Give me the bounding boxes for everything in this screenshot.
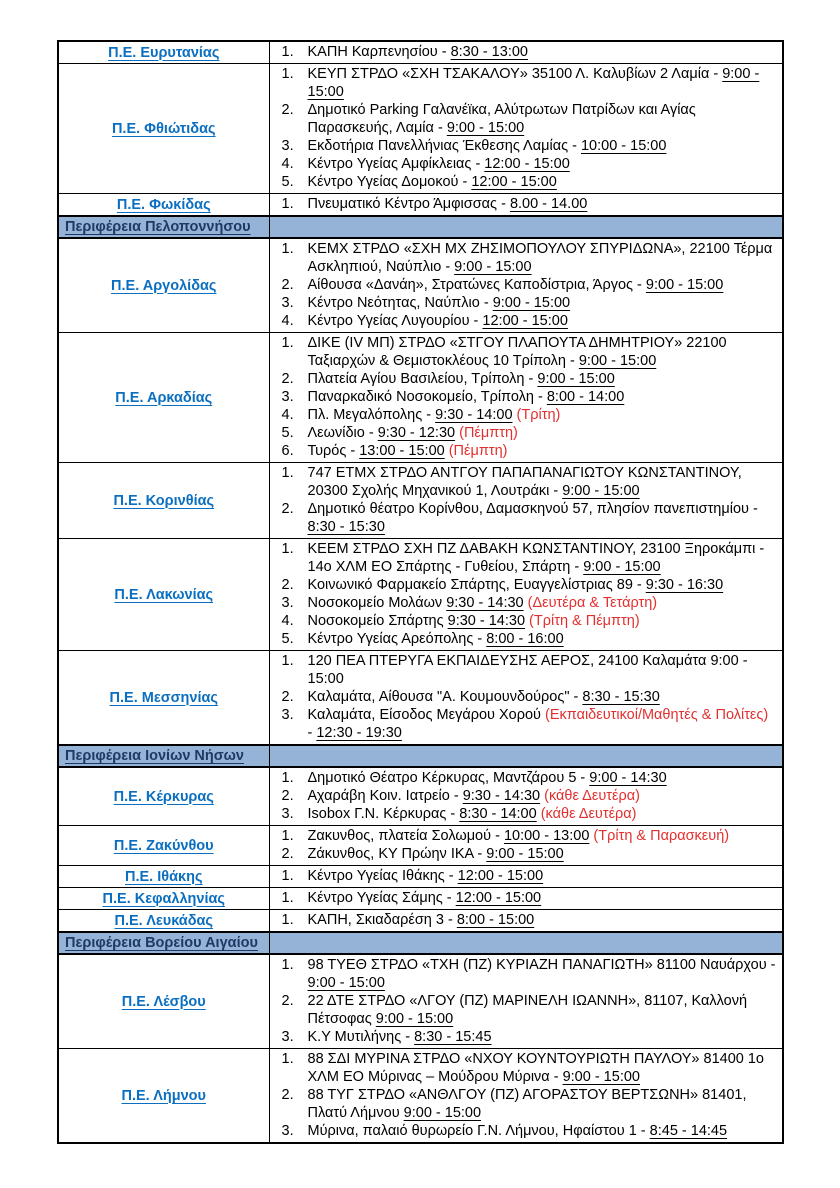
time-range: 8:30 - 15:45 — [414, 1029, 492, 1045]
item-text — [308, 956, 777, 992]
location-text: Δημοτικό θέατρο Κορίνθου, Δαμασκηνού 57, πλησίον πανεπιστημίου - — [307, 501, 758, 517]
day-note: (Πέμπτη) — [444, 443, 508, 459]
item-number: 2. — [281, 501, 294, 517]
region-row — [58, 64, 783, 194]
day-note: (Τρίτη & Πέμπτη) — [525, 613, 640, 629]
item-number: 3. — [281, 806, 294, 822]
item-number: 1. — [281, 335, 294, 351]
region-name-cell — [58, 64, 269, 194]
region-name-cell — [58, 539, 269, 651]
location-text: Ζάκυνθος, ΚΥ Πρώην ΙΚΑ - — [307, 846, 487, 862]
location-item — [270, 500, 777, 536]
region-name-cell — [58, 866, 269, 888]
region-row — [58, 41, 783, 64]
time-range: 9:00 - 15:00 — [583, 559, 661, 575]
region-link[interactable]: Π.Ε. Κεφαλληνίας — [102, 890, 225, 907]
location-text: 120 ΠΕΑ ΠΤΕΡΥΓΑ ΕΚΠΑΙΔΕΥΣΗΣ ΑΕΡΟΣ, 24100 Καλαμάτα 9:00 - 15:00 — [307, 653, 748, 687]
time-range: 8:30 - 15:30 — [307, 519, 385, 535]
location-item — [270, 294, 777, 312]
item-number: 3. — [281, 1123, 294, 1139]
location-text: Isobox Γ.Ν. Κέρκυρας - — [307, 806, 460, 822]
day-note: (Εκπαιδευτικοί/Μαθητές & Πολίτες) — [545, 707, 769, 723]
item-number: 1. — [281, 196, 294, 212]
locations-cell — [269, 1049, 783, 1144]
item-text — [308, 576, 777, 594]
item-text — [308, 1086, 777, 1122]
location-text: ΚΕΜΧ ΣΤΡΔΟ «ΣΧΗ ΜΧ ΖΗΣΙΜΟΠΟΥΛΟΥ ΣΠΥΡΙΔΩΝΑ», 22100 Τέρμα Ασκληπιού, Ναύπλιο - — [307, 241, 773, 275]
item-number: 6. — [281, 443, 294, 459]
location-text: Κέντρο Υγείας Δομοκού - — [307, 174, 472, 190]
location-text: Καλαμάτα, Είσοδος Μεγάρου Χορού — [307, 707, 546, 723]
region-row — [58, 866, 783, 888]
region-row — [58, 539, 783, 651]
region-link[interactable]: Π.Ε. Φωκίδας — [116, 196, 211, 213]
region-name-cell — [58, 1049, 269, 1144]
time-range: 12:30 - 19:30 — [316, 725, 402, 741]
section-band-label: Περιφέρεια Βορείου Αιγαίου — [65, 935, 258, 951]
region-link[interactable]: Π.Ε. Ιθάκης — [125, 868, 203, 885]
time-range: 12:00 - 15:00 — [455, 890, 542, 906]
locations-cell — [269, 767, 783, 826]
item-number: 1. — [281, 66, 294, 82]
locations-cell — [269, 64, 783, 194]
item-text — [308, 612, 777, 630]
location-text: Παναρκαδικό Νοσοκομείο, Τρίπολη - — [307, 389, 547, 405]
region-name-cell — [58, 888, 269, 910]
time-range: 9:00 - 15:00 — [562, 1069, 640, 1085]
section-band-label-cell — [58, 932, 269, 954]
region-row — [58, 767, 783, 826]
item-number: 5. — [281, 174, 294, 190]
location-text: Κέντρο Υγείας Ιθάκης - — [307, 868, 458, 884]
locations-cell — [269, 238, 783, 333]
section-band-label-cell — [58, 745, 269, 767]
time-range: 12:00 - 15:00 — [482, 313, 568, 329]
item-text — [308, 827, 777, 845]
location-item — [270, 195, 777, 213]
time-range: 8:00 - 16:00 — [486, 631, 564, 647]
time-range: 9:30 - 14:30 — [446, 595, 524, 611]
locations-cell — [269, 866, 783, 888]
time-range: 9:30 - 14:00 — [435, 407, 513, 423]
location-text: Ζακυνθος, πλατεία Σολωμού - — [307, 828, 504, 844]
item-text — [308, 424, 777, 442]
time-range: 9:00 - 15:00 — [578, 353, 657, 369]
region-link[interactable]: Π.Ε. Ζακύνθου — [113, 837, 214, 854]
item-text — [308, 630, 777, 648]
time-range: 9:00 - 15:00 — [454, 259, 532, 275]
item-number: 5. — [281, 631, 294, 647]
location-item — [270, 388, 777, 406]
section-band-row — [58, 745, 783, 767]
location-item — [270, 652, 777, 688]
item-number: 1. — [281, 653, 294, 669]
location-item — [270, 173, 777, 191]
location-item — [270, 101, 777, 137]
item-number: 2. — [281, 1087, 294, 1103]
location-text: Αχαράβη Κοιν. Ιατρείο - — [307, 788, 463, 804]
item-text — [308, 173, 777, 191]
item-number: 1. — [281, 828, 294, 844]
section-band-empty-cell — [269, 216, 783, 238]
time-range: 13:00 - 15:00 — [359, 443, 445, 459]
time-range: 8:45 - 14:45 — [649, 1123, 728, 1139]
location-item — [270, 312, 777, 330]
location-item — [270, 612, 777, 630]
item-number: 5. — [281, 425, 294, 441]
region-name-cell — [58, 333, 269, 463]
day-note: (Δευτέρα & Τετάρτη) — [523, 595, 658, 611]
region-row — [58, 333, 783, 463]
item-text — [308, 388, 777, 406]
region-link[interactable]: Π.Ε. Μεσσηνίας — [109, 689, 218, 706]
location-text: Μύρινα, παλαιό θυρωρείο Γ.Ν. Λήμνου, Ηφαίστου 1 - — [307, 1123, 650, 1139]
region-row — [58, 954, 783, 1049]
item-number: 2. — [281, 371, 294, 387]
section-band-empty-cell — [269, 932, 783, 954]
locations-cell — [269, 194, 783, 217]
location-item — [270, 576, 777, 594]
section-band-label: Περιφέρεια Ιονίων Νήσων — [65, 748, 244, 764]
time-range: 8.00 - 14.00 — [509, 196, 588, 212]
location-item — [270, 406, 777, 424]
time-range: 12:00 - 15:00 — [471, 174, 557, 190]
section-band-label-cell — [58, 216, 269, 238]
item-text — [308, 155, 777, 173]
location-text: ΚΕΥΠ ΣΤΡΔΟ «ΣΧΗ ΤΣΑΚΑΛΟΥ» 35100 Λ. Καλυβίων 2 Λαμία - — [307, 66, 723, 82]
schedule-table — [57, 40, 784, 1144]
location-text: ΚΕΕΜ ΣΤΡΔΟ ΣΧΗ ΠΖ ΔΑΒΑΚΗ ΚΩΝΣΤΑΝΤΙΝΟΥ, 23100 Ξηροκάμπι - 14ο ΧΛΜ ΕΟ Σπάρτης - Γυθείου, Σπάρτη - — [307, 541, 765, 575]
time-range: 9:00 - 15:00 — [486, 846, 564, 862]
item-text — [308, 464, 777, 500]
location-item — [270, 65, 777, 101]
day-note: (Τρίτη) — [512, 407, 561, 423]
location-item — [270, 769, 777, 787]
time-range: 9:00 - 14:30 — [589, 770, 667, 786]
location-text: 22 ΔΤΕ ΣΤΡΔΟ «ΛΓΟΥ (ΠΖ) ΜΑΡΙΝΕΛΗ ΙΩΑΝΝΗ», 81107, Καλλονή Πέτσοφας — [307, 993, 748, 1027]
location-text: Δημοτικό Θέατρο Κέρκυρας, Μαντζάρου 5 - — [307, 770, 590, 786]
item-text — [308, 195, 777, 213]
item-text — [308, 370, 777, 388]
region-name-cell — [58, 826, 269, 866]
location-item — [270, 889, 777, 907]
region-link[interactable]: Π.Ε. Λευκάδας — [114, 912, 213, 929]
section-band-row — [58, 932, 783, 954]
location-text: Νοσοκομείο Σπάρτης — [307, 613, 448, 629]
location-item — [270, 992, 777, 1028]
location-item — [270, 464, 777, 500]
section-band-row — [58, 216, 783, 238]
region-name-cell — [58, 651, 269, 746]
location-text: Νοσοκομείο Μολάων — [307, 595, 447, 611]
location-item — [270, 276, 777, 294]
locations-cell — [269, 888, 783, 910]
day-note: (κάθε Δευτέρα) — [540, 788, 640, 804]
item-text — [308, 1122, 777, 1140]
item-number: 1. — [281, 1051, 294, 1067]
item-number: 3. — [281, 138, 294, 154]
item-number: 3. — [281, 295, 294, 311]
item-number: 1. — [281, 541, 294, 557]
item-number: 2. — [281, 577, 294, 593]
item-text — [308, 442, 777, 460]
item-number: 1. — [281, 957, 294, 973]
location-item — [270, 867, 777, 885]
location-item — [270, 370, 777, 388]
region-row — [58, 826, 783, 866]
location-item — [270, 43, 777, 61]
item-number: 3. — [281, 389, 294, 405]
location-item — [270, 1086, 777, 1122]
region-link[interactable]: Π.Ε. Λακωνίας — [114, 586, 214, 603]
time-range: 9:00 - 15:00 — [537, 371, 615, 387]
location-item — [270, 688, 777, 706]
location-item — [270, 1122, 777, 1140]
region-link[interactable]: Π.Ε. Ευρυτανίας — [108, 44, 220, 61]
location-text: Πνευματικό Κέντρο Άμφισσας - — [307, 196, 510, 212]
item-number: 4. — [281, 613, 294, 629]
time-range: 9:00 - 15:00 — [446, 120, 525, 136]
item-number: 2. — [281, 689, 294, 705]
time-range: 9:00 - 15:00 — [307, 975, 385, 991]
item-number: 3. — [281, 707, 294, 723]
day-note: (κάθε Δευτέρα) — [536, 806, 637, 822]
location-text: Κέντρο Υγείας Αρεόπολης - — [307, 631, 487, 647]
location-item — [270, 630, 777, 648]
time-range: 9:00 - 15:00 — [492, 295, 571, 311]
location-text: Τυρός - — [307, 443, 360, 459]
day-note: (Πέμπτη) — [455, 425, 518, 441]
location-text: Λεωνίδιο - — [307, 425, 378, 441]
locations-cell — [269, 954, 783, 1049]
time-range: 10:00 - 13:00 — [503, 828, 590, 844]
item-number: 3. — [281, 1029, 294, 1045]
time-range: 9:30 - 14:30 — [462, 788, 541, 804]
location-text: 747 ΕΤΜΧ ΣΤΡΔΟ ΑΝΤΓΟΥ ΠΑΠΑΠΑΝΑΓΙΩΤΟΥ ΚΩΝΣΤΑΝΤΙΝΟΥ, 20300 Σχολής Μηχανικού 1, Λουτράκι - — [307, 465, 742, 499]
location-text: ΚΑΠΗ Καρπενησίου - — [307, 44, 451, 60]
item-text — [308, 137, 777, 155]
region-link[interactable]: Π.Ε. Λήμνου — [121, 1087, 206, 1104]
location-item — [270, 240, 777, 276]
item-number: 2. — [281, 102, 294, 118]
item-number: 1. — [281, 890, 294, 906]
item-number: 1. — [281, 44, 294, 60]
item-number: 4. — [281, 313, 294, 329]
time-range: 9:00 - 15:00 — [403, 1105, 482, 1121]
region-link[interactable]: Π.Ε. Κέρκυρας — [113, 788, 214, 805]
location-item — [270, 787, 777, 805]
location-item — [270, 540, 777, 576]
item-number: 2. — [281, 788, 294, 804]
location-text: Εκδοτήρια Πανελλήνιας Έκθεσης Λαμίας - — [307, 138, 581, 154]
time-range: 9:30 - 14:30 — [447, 613, 526, 629]
item-text — [308, 594, 777, 612]
region-row — [58, 463, 783, 539]
item-number: 1. — [281, 868, 294, 884]
item-text — [308, 406, 777, 424]
item-text — [308, 294, 777, 312]
location-item — [270, 706, 777, 742]
location-text: Κέντρο Νεότητας, Ναύπλιο - — [307, 295, 493, 311]
location-text: - — [307, 725, 317, 741]
item-text — [308, 911, 777, 929]
item-text — [308, 889, 777, 907]
item-text — [308, 276, 777, 294]
location-text: Κέντρο Υγείας Αμφίκλειας - — [307, 156, 485, 172]
location-text: 88 ΣΔΙ ΜΥΡΙΝΑ ΣΤΡΔΟ «ΝΧΟΥ ΚΟΥΝΤΟΥΡΙΩΤΗ ΠΑΥΛΟΥ» 81400 1ο ΧΛΜ ΕΟ Μύρινας – Μούδρου Μύρινα - — [307, 1051, 764, 1085]
region-link[interactable]: Π.Ε. Αργολίδας — [111, 277, 217, 294]
region-row — [58, 910, 783, 933]
item-text — [308, 1028, 777, 1046]
region-name-cell — [58, 463, 269, 539]
location-item — [270, 594, 777, 612]
locations-cell — [269, 463, 783, 539]
time-range: 9:30 - 12:30 — [377, 425, 456, 441]
location-item — [270, 334, 777, 370]
item-text — [308, 688, 777, 706]
item-text — [308, 101, 777, 137]
location-item — [270, 442, 777, 460]
location-text: Δημοτικό Parking Γαλανέϊκα, Αλύτρωτων Πατρίδων και Αγίας Παρασκευής, Λαμία - — [307, 102, 696, 136]
item-text — [308, 845, 777, 863]
location-text: ΔΙΚΕ (IV ΜΠ) ΣΤΡΔΟ «ΣΤΓΟΥ ΠΛΑΠΟΥΤΑ ΔΗΜΗΤΡΙΟΥ» 22100 Ταξιαρχών & Θεμιστοκλέους 10 Τρίπολη - — [307, 335, 727, 369]
region-name-cell — [58, 910, 269, 933]
region-row — [58, 1049, 783, 1144]
time-range: 8:00 - 14:00 — [546, 389, 625, 405]
day-note: (Τρίτη & Παρασκευή) — [589, 828, 730, 844]
time-range: 9:00 - 15:00 — [307, 66, 760, 100]
time-range: 9:00 - 15:00 — [645, 277, 724, 293]
location-item — [270, 805, 777, 823]
region-name-cell — [58, 238, 269, 333]
region-name-cell — [58, 194, 269, 217]
time-range: 9:30 - 16:30 — [645, 577, 724, 593]
item-number: 1. — [281, 241, 294, 257]
region-row — [58, 194, 783, 217]
location-item — [270, 911, 777, 929]
locations-cell — [269, 333, 783, 463]
section-band-label: Περιφέρεια Πελοποννήσου — [65, 219, 251, 235]
region-link[interactable]: Π.Ε. Αρκαδίας — [115, 389, 213, 406]
time-range: 9:00 - 15:00 — [562, 483, 640, 499]
item-text — [308, 769, 777, 787]
region-name-cell — [58, 41, 269, 64]
location-item — [270, 827, 777, 845]
region-name-cell — [58, 767, 269, 826]
item-text — [308, 334, 777, 370]
item-text — [308, 43, 777, 61]
location-text: Πλατεία Αγίου Βασιλείου, Τρίπολη - — [307, 371, 538, 387]
item-text — [308, 500, 777, 536]
locations-cell — [269, 910, 783, 933]
item-number: 4. — [281, 156, 294, 172]
locations-cell — [269, 41, 783, 64]
time-range: 8:00 - 15:00 — [456, 912, 535, 928]
item-number: 2. — [281, 277, 294, 293]
item-number: 1. — [281, 912, 294, 928]
item-text — [308, 992, 777, 1028]
locations-cell — [269, 651, 783, 746]
location-item — [270, 845, 777, 863]
location-text: Κ.Υ Μυτιλήνης - — [307, 1029, 415, 1045]
region-name-cell — [58, 954, 269, 1049]
location-text: Καλαμάτα, Αίθουσα "Α. Κουμουνδούρος" - — [307, 689, 583, 705]
region-link[interactable]: Π.Ε. Φθιώτιδας — [111, 120, 216, 137]
locations-cell — [269, 826, 783, 866]
location-item — [270, 956, 777, 992]
location-text: 98 ΤΥΕΘ ΣΤΡΔΟ «ΤΧΗ (ΠΖ) ΚΥΡΙΑΖΗ ΠΑΝΑΓΙΩΤΗ» 81100 Ναυάρχου - — [307, 957, 776, 973]
region-link[interactable]: Π.Ε. Κορινθίας — [113, 492, 215, 509]
item-text — [308, 706, 777, 742]
time-range: 8:30 - 13:00 — [450, 44, 528, 60]
item-number: 4. — [281, 407, 294, 423]
item-number: 2. — [281, 993, 294, 1009]
section-band-empty-cell — [269, 745, 783, 767]
region-row — [58, 888, 783, 910]
location-text: Κέντρο Υγείας Σάμης - — [307, 890, 456, 906]
item-text — [308, 805, 777, 823]
region-row — [58, 651, 783, 746]
time-range: 8:30 - 15:30 — [582, 689, 660, 705]
region-row — [58, 238, 783, 333]
item-number: 2. — [281, 846, 294, 862]
location-text: Κέντρο Υγείας Λυγουρίου - — [307, 313, 483, 329]
item-number: 3. — [281, 595, 294, 611]
item-text — [308, 787, 777, 805]
location-item — [270, 424, 777, 442]
item-text — [308, 312, 777, 330]
location-text: ΚΑΠΗ, Σκιαδαρέση 3 - — [307, 912, 457, 928]
time-range: 12:00 - 15:00 — [484, 156, 570, 172]
location-item — [270, 1050, 777, 1086]
location-text: Αίθουσα «Δανάη», Στρατώνες Καποδίστρια, Άργος - — [307, 277, 646, 293]
item-text — [308, 540, 777, 576]
location-item — [270, 1028, 777, 1046]
time-range: 12:00 - 15:00 — [457, 868, 544, 884]
item-text — [308, 867, 777, 885]
location-item — [270, 155, 777, 173]
item-number: 1. — [281, 770, 294, 786]
location-text: Πλ. Μεγαλόπολης - — [307, 407, 436, 423]
location-text: 88 ΤΥΓ ΣΤΡΔΟ «ΑΝΘΛΓΟΥ (ΠΖ) ΑΓΟΡΑΣΤΟΥ ΒΕΡΤΣΩΝΗ» 81401, Πλατύ Λήμνου — [307, 1087, 747, 1121]
location-item — [270, 137, 777, 155]
time-range: 8:30 - 14:00 — [459, 806, 537, 822]
time-range: 9:00 - 15:00 — [375, 1011, 454, 1027]
time-range: 10:00 - 15:00 — [580, 138, 667, 154]
item-text — [308, 652, 777, 688]
item-text — [308, 240, 777, 276]
item-number: 1. — [281, 465, 294, 481]
location-text: Κοινωνικό Φαρμακείο Σπάρτης, Ευαγγελίστριας 89 - — [307, 577, 646, 593]
region-link[interactable]: Π.Ε. Λέσβου — [121, 993, 206, 1010]
locations-cell — [269, 539, 783, 651]
item-text — [308, 1050, 777, 1086]
item-text — [308, 65, 777, 101]
